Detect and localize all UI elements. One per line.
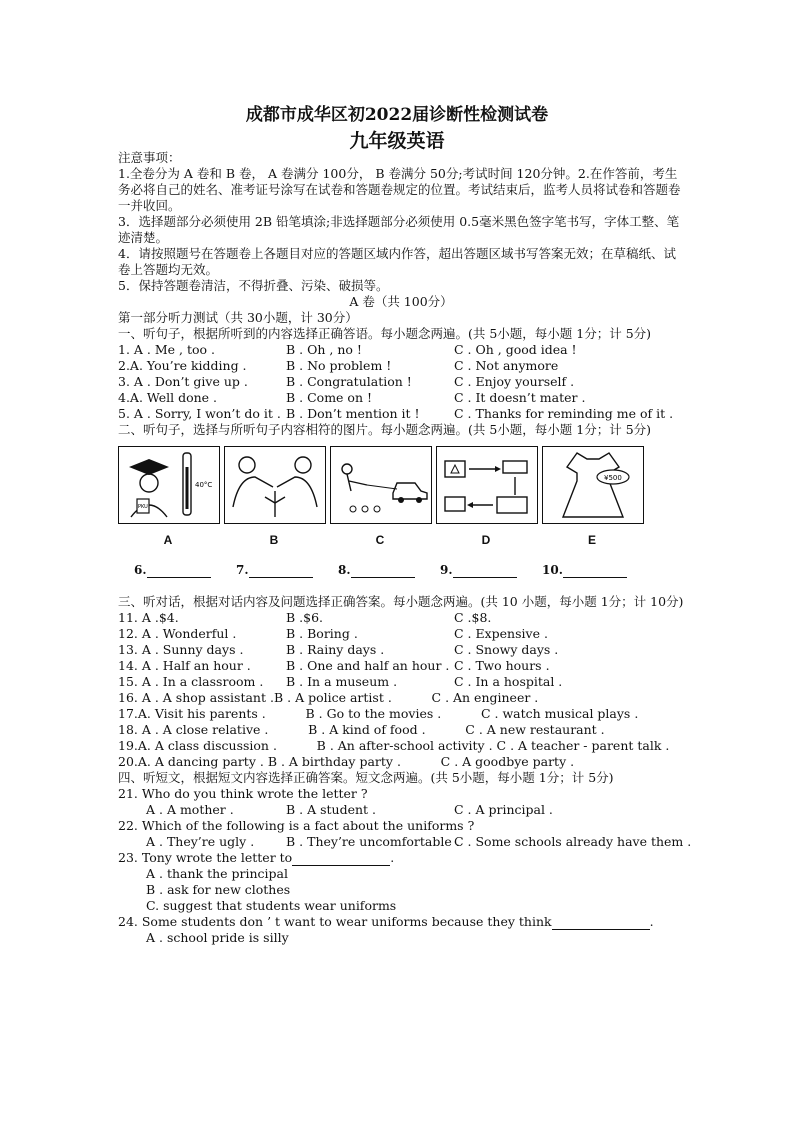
question-row xyxy=(118,342,684,358)
question-23-text: 23. Tony wrote the letter to xyxy=(118,850,293,865)
section4-heading: 四、听短文，根据短文内容选择正确答案。短文念两遍。(共 5小题，每小题 1分；计 5分) xyxy=(118,770,614,785)
question-line: 17.A. Visit his parents . B . Go to the movies . C . watch musical plays . xyxy=(118,706,639,721)
option-c: C . Enjoy yourself . xyxy=(454,374,575,389)
price-tag-text: ¥500 xyxy=(604,474,622,482)
option-b: B . One and half an hour . xyxy=(286,658,450,673)
exam-title: 成都市成华区初2022届诊断性检测试卷 xyxy=(245,105,549,125)
option-b: B . Rainy days . xyxy=(286,642,385,657)
option-c: C .$8. xyxy=(454,610,492,625)
option-a: 11. A .$4. xyxy=(118,610,179,625)
option-b: B . Oh , no ! xyxy=(286,342,362,357)
note-item: 4．请按照题号在答题卷上各题目对应的答题区域内作答，超出答题区域书写答案无效；在草稿纸、试卷上答题均无效。 xyxy=(118,246,676,277)
exam-subtitle: 九年级英语 xyxy=(349,130,445,152)
part1-heading: 第一部分听力测试（共 30小题，计 30分） xyxy=(118,310,358,325)
question-line: 18. A . A close relative . B . A kind of food . C . A new restaurant . xyxy=(118,722,605,737)
answer-blank-10[interactable] xyxy=(542,562,627,578)
question-row xyxy=(118,626,684,642)
option-b: B . No problem ! xyxy=(286,358,392,373)
option-a: A . school pride is silly xyxy=(146,930,289,945)
question-23: 23. Tony wrote the letter to . xyxy=(118,850,395,865)
dress-price-illustration xyxy=(543,447,643,523)
option-b: B . Don’t mention it ! xyxy=(286,406,420,421)
exam-body xyxy=(118,150,692,946)
option-c: C . A principal . xyxy=(454,802,553,817)
answer-blank-9[interactable] xyxy=(440,562,517,578)
option-b: B . Come on ! xyxy=(286,390,372,405)
picture-e xyxy=(542,446,644,524)
option-a: A . A mother . xyxy=(146,802,234,817)
picture-label-b: B xyxy=(269,533,279,547)
note-item: 3．选择题部分必须使用 2B 铅笔填涂;非选择题部分必须使用 0.5毫米黑色签字笔书写，字体工整、笔迹清楚。 xyxy=(118,214,680,245)
option-a: 2.A. You’re kidding . xyxy=(118,358,247,373)
question-line: 19.A. A class discussion . B . An after-school activity . C . A teacher - parent talk . xyxy=(118,738,670,753)
option-a: 14. A . Half an hour . xyxy=(118,658,251,673)
option-c: C . Oh , good idea ! xyxy=(454,342,577,357)
blank-number: 9. xyxy=(440,563,453,577)
question-row xyxy=(118,358,684,374)
picture-label-c: C xyxy=(375,533,385,547)
picture-a xyxy=(118,446,220,524)
option-a: 3. A . Don’t give up . xyxy=(118,374,248,389)
blank-number: 6. xyxy=(134,563,147,577)
picture-d xyxy=(436,446,538,524)
option-a: 15. A . In a classroom . xyxy=(118,674,264,689)
option-c: C . Expensive . xyxy=(454,626,548,641)
option-c: C . Some schools already have them . xyxy=(454,834,692,849)
option-a: 1. A . Me , too . xyxy=(118,342,215,357)
picture-b xyxy=(224,446,326,524)
thermometer-text: 40°C xyxy=(195,481,213,489)
option-c: C . Thanks for reminding me of it . xyxy=(454,406,674,421)
option-c: C . Snowy days . xyxy=(454,642,559,657)
option-c: C. suggest that students wear uniforms xyxy=(146,898,397,913)
note-item: 5．保持答题卷清洁，不得折叠、污染、破损等。 xyxy=(118,278,389,293)
section1-heading: 一、听句子，根据所听到的内容选择正确答语。每小题念两遍。(共 5小题，每小题 1分；计 5分) xyxy=(118,326,652,341)
option-a: A . They’re ugly . xyxy=(146,834,255,849)
question-row xyxy=(118,642,684,658)
option-a: 12. A . Wonderful . xyxy=(118,626,237,641)
blank-number: 10. xyxy=(542,563,563,577)
blank-number: 7. xyxy=(236,563,249,577)
question-row xyxy=(118,610,684,626)
question-21: 21. Who do you think wrote the letter ? xyxy=(118,786,368,801)
question-row xyxy=(118,406,684,422)
option-c: C . Two hours . xyxy=(454,658,550,673)
section3-heading: 三、听对话，根据对话内容及问题选择正确答案。每小题念两遍。(共 10 小题，每小题 1分；计 10分) xyxy=(118,594,684,609)
question-24: 24. Some students don ’ t want to wear uniforms because they think . xyxy=(118,914,654,929)
answer-blank-24[interactable] xyxy=(552,916,650,930)
question-row xyxy=(118,374,684,390)
diploma-text: PKU xyxy=(138,504,148,510)
graduate-illustration xyxy=(119,447,219,523)
question-22: 22. Which of the following is a fact about the uniforms ? xyxy=(118,818,475,833)
question-row xyxy=(118,834,692,850)
option-a: A . thank the principal xyxy=(146,866,288,881)
note-item: 1.全卷分为 A 卷和 B 卷， A 卷满分 100分， B 卷满分 50分;考试时间 120分钟。2.在作答前，考生务必将自己的姓名、准考证号涂写在试卷和答题卷规定的位置。考试结束后，监考人员将试卷和答题卷一并收回。 xyxy=(118,166,681,213)
question-row xyxy=(118,802,684,818)
option-b: B .$6. xyxy=(286,610,324,625)
question-row xyxy=(118,390,684,406)
option-b: B . ask for new clothes xyxy=(146,882,291,897)
picture-label-e: E xyxy=(587,533,596,547)
option-c: C . Not anymore xyxy=(454,358,559,373)
option-b: B . They’re uncomfortable . xyxy=(286,834,460,849)
picture-row xyxy=(118,444,684,594)
option-b: B . A student . xyxy=(286,802,377,817)
question-row xyxy=(118,674,684,690)
blank-line xyxy=(563,564,627,578)
option-b: B . Congratulation ! xyxy=(286,374,412,389)
picture-label-a: A xyxy=(163,533,173,547)
blank-line xyxy=(249,564,313,578)
question-row xyxy=(118,658,684,674)
blank-line xyxy=(453,564,517,578)
blank-number: 8. xyxy=(338,563,351,577)
answer-blank-23[interactable] xyxy=(292,852,390,866)
section2-heading: 二、听句子，选择与所听句子内容相符的图片。每小题念两遍。(共 5小题，每小题 1分；计 5分) xyxy=(118,422,652,437)
answer-blank-6[interactable] xyxy=(134,562,211,578)
option-b: B . Boring . xyxy=(286,626,358,641)
blank-line xyxy=(147,564,211,578)
question-line: 20.A. A dancing party . B . A birthday party . C . A goodbye party . xyxy=(118,754,575,769)
option-a: 13. A . Sunny days . xyxy=(118,642,244,657)
blank-line xyxy=(351,564,415,578)
answer-blank-8[interactable] xyxy=(338,562,415,578)
production-flow-illustration xyxy=(437,447,537,523)
answer-blank-7[interactable] xyxy=(236,562,313,578)
towing-car-illustration xyxy=(331,447,431,523)
option-a: 5. A . Sorry, I won’t do it . xyxy=(118,406,281,421)
option-b: B . In a museum . xyxy=(286,674,398,689)
option-c: C . In a hospital . xyxy=(454,674,563,689)
paper-a-heading: A 卷（共 100分） xyxy=(349,294,453,309)
option-a: 4.A. Well done . xyxy=(118,390,218,405)
handshake-illustration xyxy=(225,447,325,523)
notes-heading: 注意事项： xyxy=(118,150,181,165)
question-24-text: 24. Some students don ’ t want to wear uniforms because they think xyxy=(118,914,552,929)
question-line: 16. A . A shop assistant .B . A police artist . C . An engineer . xyxy=(118,690,539,705)
picture-c xyxy=(330,446,432,524)
option-c: C . It doesn’t mater . xyxy=(454,390,586,405)
picture-label-d: D xyxy=(481,533,491,547)
